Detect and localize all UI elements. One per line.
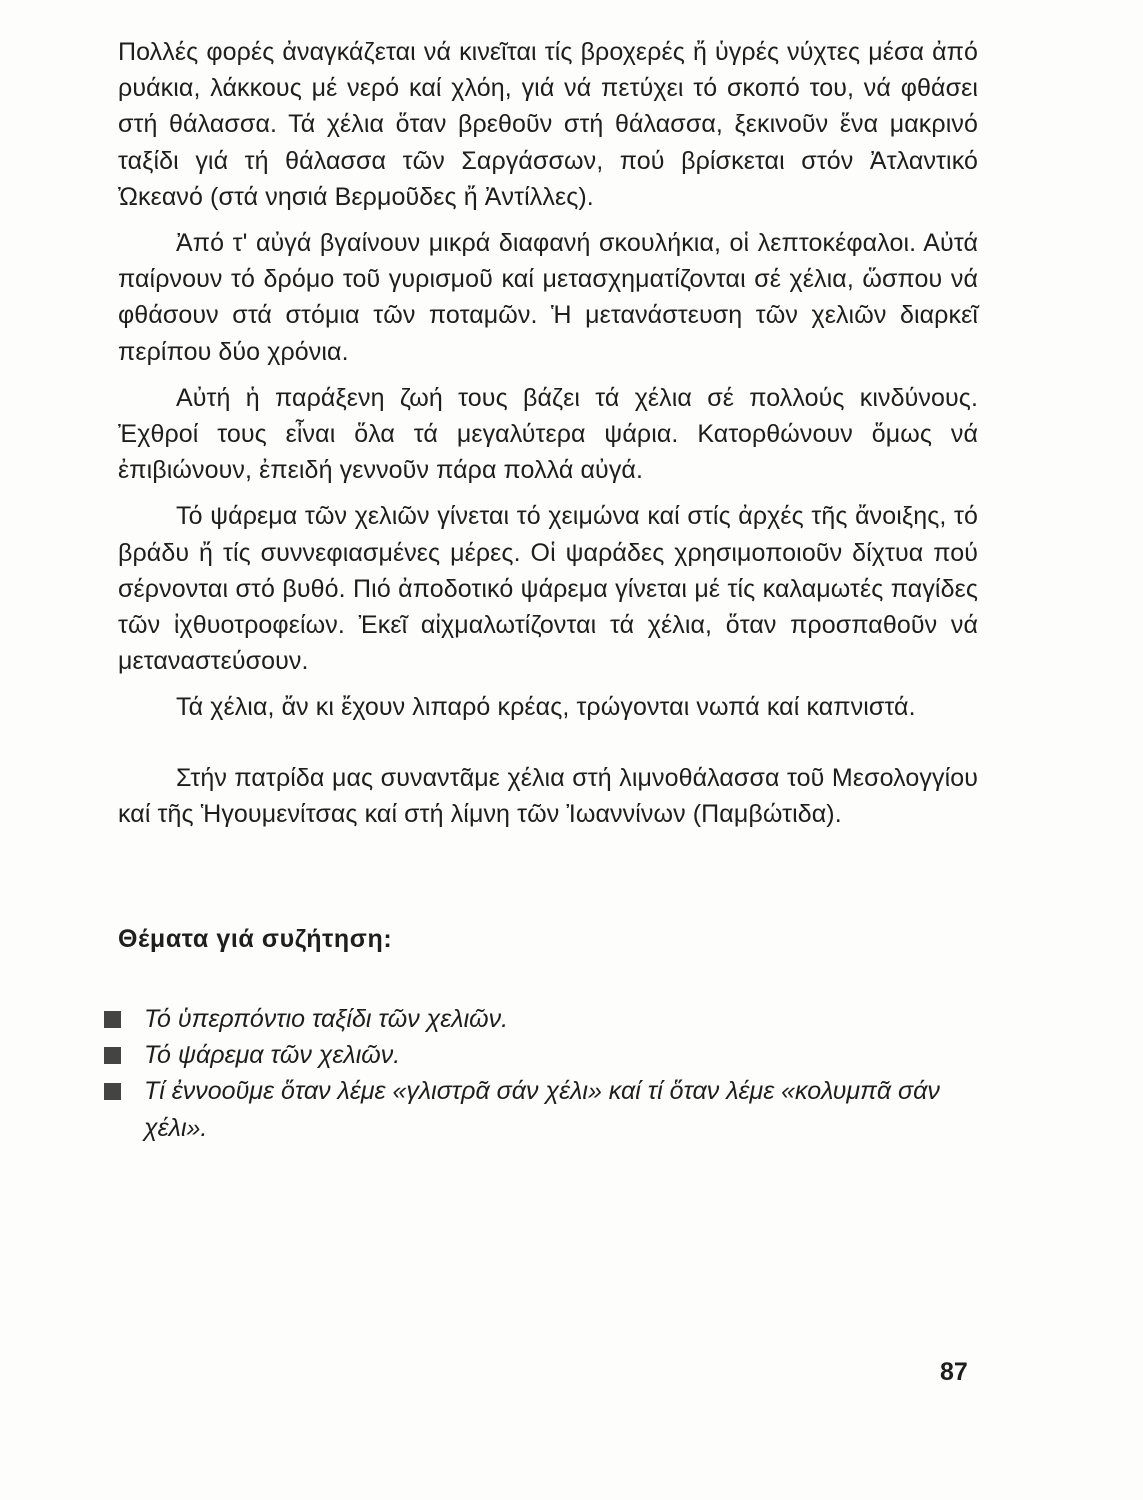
discussion-topics	[104, 1001, 984, 1146]
paragraph-4: Τό ψάρεμα τῶν χελιῶν γίνεται τό χειμώνα καί στίς ἀρχές τῆς ἄνοιξης, τό βράδυ ἤ τίς συννεφιασμένες μέρες. Οἱ ψαράδες χρησιμοποιοῦν δίχτυα πού σέρνονται στό βυθό. Πιό ἀποδοτικό ψάρεμα γίνεται μέ τίς καλαμωτές παγίδες τῶν ἰχθυοτροφείων. Ἐκεῖ αἰχμαλωτίζονται τά χέλια, ὅταν προσπαθοῦν νά μεταναστεύσουν.	[118, 502, 978, 676]
topic-text: Τό ὑπερπόντιο ταξίδι τῶν χελιῶν.	[144, 1005, 509, 1033]
discussion-topic-1	[104, 1001, 984, 1037]
paragraph-1: Πολλές φορές ἀναγκάζεται νά κινεῖται τίς βροχερές ἤ ὑγρές νύχτες μέσα ἀπό ρυάκια, λάκκους μέ νερό καί χλόη, γιά νά πετύχει τό σκοπό του, νά φθάσει στή θάλασσα. Τά χέλια ὅταν βρεθοῦν στή θάλασσα, ξεκινοῦν ἕνα μακρινό ταξίδι γιά τή θάλασσα τῶν Σαργάσσων, πού βρίσκεται στόν Ἀτλαντικό Ὠκεανό (στά νησιά Βερμοῦδες ἤ Ἀντίλλες).	[118, 38, 978, 211]
body-text	[118, 34, 978, 832]
discussion-heading: Θέματα γιά συζήτηση:	[118, 925, 393, 953]
square-bullet-icon	[104, 1011, 121, 1028]
topic-text: Τό ψάρεμα τῶν χελιῶν.	[144, 1041, 401, 1070]
topic-text: Τί ἐννοοῦμε ὅταν λέμε «γλιστρᾶ σάν χέλι» καί τί ὅταν λέμε «κολυμπᾶ σάν χέλι».	[144, 1077, 940, 1142]
paragraph-2: Ἀπό τ' αὐγά βγαίνουν μικρά διαφανή σκουλήκια, οἱ λεπτοκέφαλοι. Αὐτά παίρνουν τό δρόμο τοῦ γυρισμοῦ καί μετασχηματίζονται σέ χέλια, ὥσπου νά φθάσουν στά στόμια τῶν ποταμῶν. Ἡ μετανάστευση τῶν χελιῶν διαρκεῖ περίπου δύο χρόνια.	[118, 229, 978, 366]
paragraph-6: Στήν πατρίδα μας συναντᾶμε χέλια στή λιμνοθάλασσα τοῦ Μεσολογγίου καί τῆς Ἡγουμενίτσας καί στή λίμνη τῶν Ἰωαννίνων (Παμβώτιδα).	[118, 763, 978, 828]
discussion-topic-3	[104, 1073, 984, 1145]
square-bullet-icon	[104, 1083, 121, 1100]
paragraph-5: Τά χέλια, ἄν κι ἔχουν λιπαρό κρέας, τρώγονται νωπά καί καπνιστά.	[176, 693, 916, 722]
paragraph-3: Αὐτή ἡ παράξενη ζωή τους βάζει τά χέλια σέ πολλούς κινδύνους. Ἐχθροί τους εἶναι ὅλα τά μεγαλύτερα ψάρια. Κατορθώνουν ὅμως νά ἐπιβιώνουν, ἐπειδή γεννοῦν πάρα πολλά αὐγά.	[118, 383, 978, 485]
page-number: 87	[940, 1358, 968, 1386]
square-bullet-icon	[104, 1047, 121, 1064]
discussion-topic-2	[104, 1037, 984, 1073]
